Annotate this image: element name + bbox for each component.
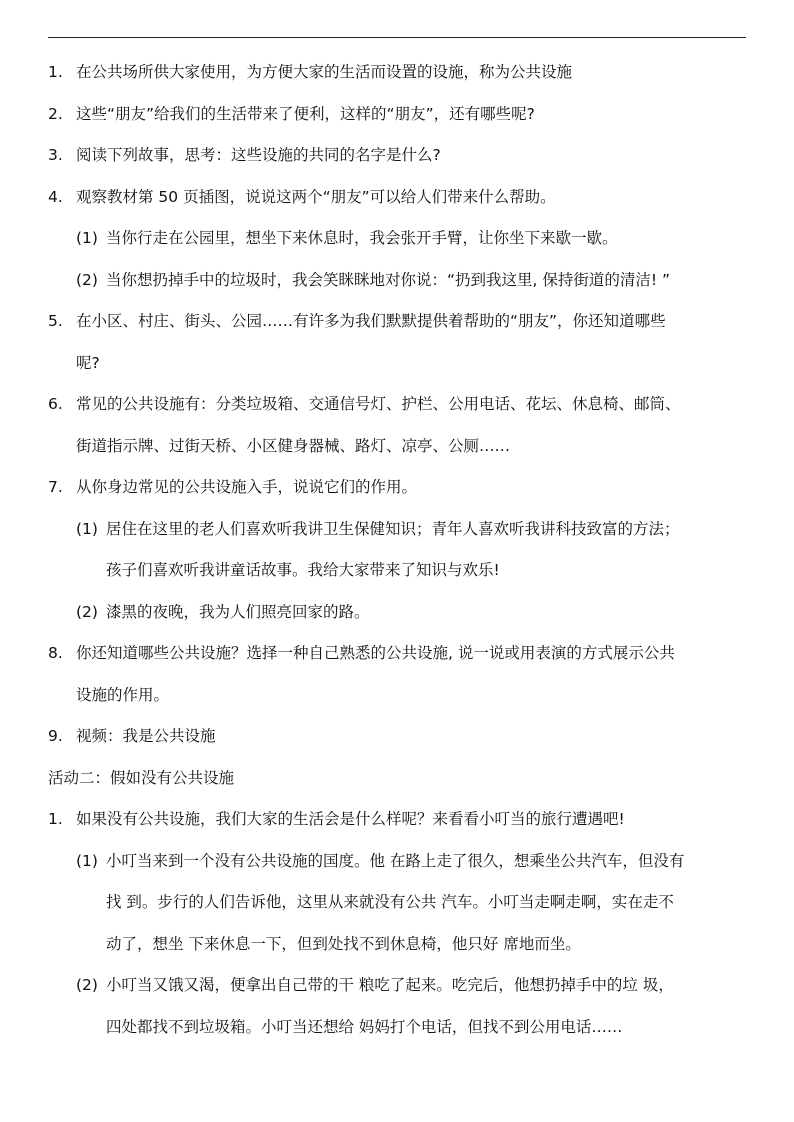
item-text [76, 716, 748, 758]
text-line: 你还知道哪些公共设施？选择一种自己熟悉的公共设施, 说一说或用表演的方式展示公共 [76, 644, 675, 662]
item-number: 5. [48, 312, 63, 330]
item-text [76, 301, 748, 384]
sub-item-number: (1) [76, 519, 98, 538]
item-number: 4. [48, 187, 63, 206]
list-item [48, 52, 748, 94]
sub-item-text [106, 260, 748, 302]
sub-item [48, 841, 748, 966]
item-number: 8. [48, 644, 63, 662]
item-number: 1. [48, 63, 63, 81]
text-line: 常见的公共设施有：分类垃圾箱、交通信号灯、护栏、公用电话、花坛、休息椅、邮筒、 [76, 395, 681, 413]
text-line: 孩子们喜欢听我讲童话故事。我给大家带来了知识与欢乐! [106, 561, 500, 579]
text-line: 当你想扔掉手中的垃圾时，我会笑眯眯地对你说：“扔到我这里, 保持街道的清洁! ” [106, 270, 671, 289]
document-body [48, 52, 748, 1048]
text-line: 如果没有公共设施，我们大家的生活会是什么样呢？来看看小叮当的旅行遭遇吧! [76, 810, 625, 828]
sub-item-text [106, 592, 748, 634]
text-line: 街道指示牌、过街天桥、小区健身器械、路灯、凉亭、公厕…… [76, 436, 511, 455]
text-line: 小叮当又饿又渴，便拿出自己带的干 粮吃了起来。吃完后，他想扔掉手中的垃 圾， [106, 976, 674, 994]
activity-one-list [48, 52, 748, 758]
text-line: 四处都找不到垃圾箱。小叮当还想给 妈妈打个电话，但找不到公用电话…… [106, 1017, 623, 1036]
text-line: 在公共场所供大家使用，为方便大家的生活而设置的设施，称为公共设施 [76, 63, 573, 81]
sub-item-text [106, 218, 748, 260]
text-line: 动了，想坐 下来休息一下，但到处找不到休息椅，他只好 席地而坐。 [106, 934, 581, 953]
item-number: 2. [48, 104, 63, 123]
list-item [48, 633, 748, 716]
list-item [48, 716, 748, 758]
list-item [48, 799, 748, 841]
text-line: 从你身边常见的公共设施入手，说说它们的作用。 [76, 478, 418, 496]
sub-item-number: (1) [76, 851, 98, 870]
list-item [48, 177, 748, 219]
sub-item [48, 509, 748, 592]
item-number: 1. [48, 810, 63, 828]
list-item [48, 135, 748, 177]
header-rule [48, 37, 746, 38]
item-text [76, 94, 748, 136]
text-line: 当你行走在公园里，想坐下来休息时，我会张开手臂，让你坐下来歇一歇。 [106, 229, 618, 247]
sub-item-number: (2) [76, 976, 98, 994]
text-line: 呢? [76, 353, 100, 372]
text-line: 漆黑的夜晚，我为人们照亮回家的路。 [106, 602, 370, 621]
sub-item [48, 218, 748, 260]
item-text [76, 52, 748, 94]
sub-item-number: (1) [76, 229, 98, 247]
sub-item [48, 260, 748, 302]
item-number: 7. [48, 478, 63, 496]
sub-item-text [106, 841, 748, 966]
list-item [48, 467, 748, 509]
sub-item-text [106, 509, 748, 592]
text-line: 小叮当来到一个没有公共设施的国度。他 在路上走了很久，想乘坐公共汽车，但没有 [106, 851, 685, 870]
item-number: 6. [48, 395, 63, 413]
item-number: 3. [48, 146, 63, 164]
sub-item [48, 965, 748, 1048]
item-text [76, 177, 748, 219]
sub-item-text [106, 965, 748, 1048]
item-text [76, 799, 748, 841]
item-text [76, 467, 748, 509]
item-text [76, 384, 748, 467]
text-line: 找 到。步行的人们告诉他，这里从来就没有公共 汽车。小叮当走啊走啊，实在走不 [106, 893, 674, 911]
activity-two-list [48, 799, 748, 1048]
list-item [48, 94, 748, 136]
text-line: 观察教材第 50 页插图，说说这两个“朋友”可以给人们带来什么帮助。 [76, 187, 556, 206]
list-item [48, 301, 748, 384]
text-line: 这些“朋友”给我们的生活带来了便利，这样的“朋友”，还有哪些呢? [76, 104, 535, 123]
item-text [76, 633, 748, 716]
item-number: 9. [48, 727, 63, 745]
sub-item-number: (2) [76, 602, 98, 621]
list-item [48, 384, 748, 467]
text-line: 阅读下列故事，思考：这些设施的共同的名字是什么? [76, 146, 441, 164]
text-line: 在小区、村庄、街头、公园……有许多为我们默默提供着帮助的“朋友”，你还知道哪些 [76, 312, 666, 330]
item-text [76, 135, 748, 177]
text-line: 设施的作用。 [76, 685, 170, 704]
text-line: 视频：我是公共设施 [76, 727, 216, 745]
sub-item-number: (2) [76, 270, 98, 289]
activity-two-heading: 活动二：假如没有公共设施 [48, 768, 235, 787]
text-line: 居住在这里的老人们喜欢听我讲卫生保健知识；青年人喜欢听我讲科技致富的方法； [106, 519, 680, 538]
sub-item [48, 592, 748, 634]
